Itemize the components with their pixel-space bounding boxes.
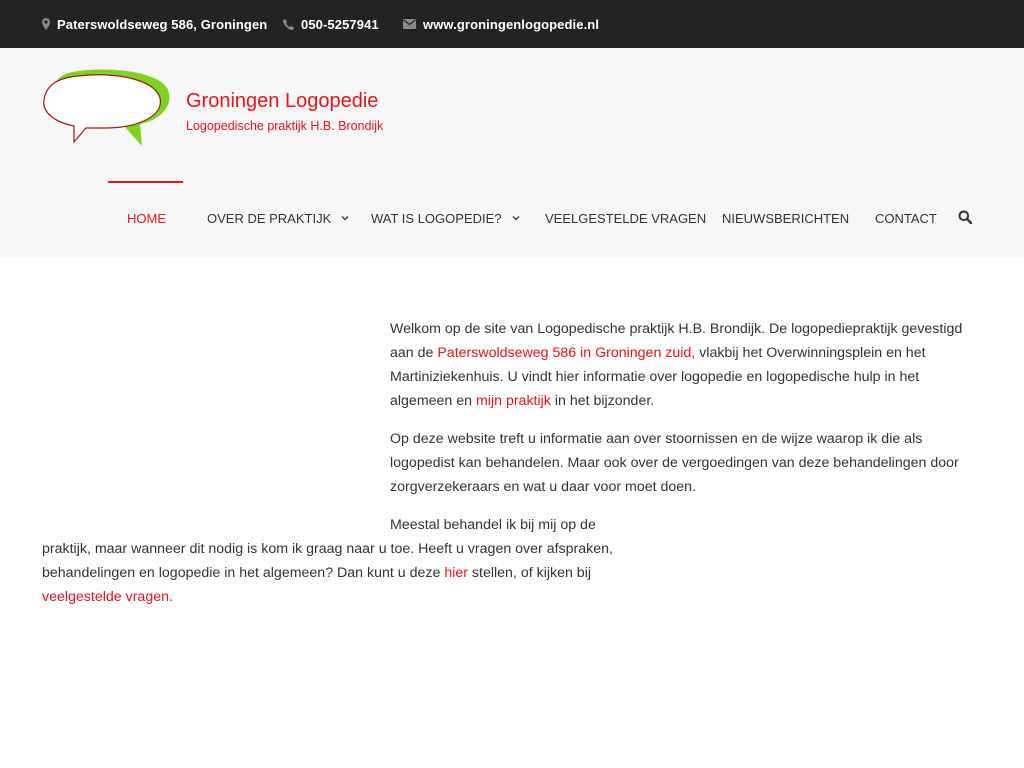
phone-icon <box>283 19 294 30</box>
chevron-down-icon <box>341 215 349 221</box>
hier-link[interactable]: hier <box>444 565 468 581</box>
nav-item-label: VEELGESTELDE VRAGEN <box>545 210 707 226</box>
nav-item-contact[interactable] <box>875 183 937 253</box>
nav-item-label: HOME <box>127 210 166 226</box>
map-marker-icon <box>42 18 50 30</box>
nav-item-label: NIEUWSBERICHTEN <box>722 210 850 226</box>
chevron-down-icon <box>512 215 520 221</box>
nav-item-nieuwsberichten[interactable] <box>722 183 849 253</box>
top-bar <box>0 0 1024 48</box>
search-icon[interactable] <box>958 210 974 226</box>
nav-item-label: OVER DE PRAKTIJK <box>207 210 332 226</box>
topbar-phone-text[interactable]: 050-5257941 <box>301 16 379 32</box>
veelgestelde-vragen-link[interactable]: veelgestelde vragen. <box>42 589 173 605</box>
treatment-paragraph <box>42 513 632 609</box>
treatment-text-2: stellen, of kijken bij <box>467 565 592 581</box>
nav-item-label: CONTACT <box>875 210 937 226</box>
nav-item-home[interactable] <box>127 183 166 253</box>
speech-bubble-logo[interactable] <box>42 68 174 150</box>
envelope-icon <box>403 19 416 29</box>
nav-item-veelgestelde-vragen[interactable] <box>545 183 706 253</box>
website-info-paragraph: Op deze website treft u informatie aan over stoornissen en de wijze waarop ik die als logopedist kan behandelen. Maar ook over de vergoedingen van deze behandelingen door zorgverzekeraars en wat u daar voor moet doen. <box>390 431 959 495</box>
site-header <box>0 48 1024 257</box>
treatment-text-1: Meestal behandel ik bij mij op de praktijk, maar wanneer dit nodig is kom ik graag naar u toe. Heeft u vragen over afspraken, behandelingen en logopedie in het algemeen? Dan kunt u deze <box>42 517 613 581</box>
address-link[interactable]: Paterswoldseweg 586 in Groningen zuid, <box>437 345 696 361</box>
nav-item-wat-is-logopedie[interactable] <box>371 183 520 253</box>
nav-item-label: WAT IS LOGOPEDIE? <box>371 210 502 226</box>
nav-item-over-de-praktijk[interactable] <box>207 183 349 253</box>
topbar-address <box>42 0 267 48</box>
mijn-praktijk-link[interactable]: mijn praktijk <box>475 393 551 409</box>
intro-text-3: in het bijzonder. <box>550 393 655 409</box>
topbar-address-text: Paterswoldseweg 586, Groningen <box>57 16 268 32</box>
intro-text-2: vlakbij het Overwinningsplein en het Martiniziekenhuis. U vindt hier informatie over logopedie en logopedische hulp in het algemeen en <box>390 345 926 409</box>
topbar-website-text[interactable]: www.groningenlogopedie.nl <box>423 16 600 32</box>
intro-paragraph <box>390 317 985 413</box>
site-title[interactable]: Groningen Logopedie <box>186 90 379 112</box>
site-tagline: Logopedische praktijk H.B. Brondijk <box>186 119 384 133</box>
topbar-phone[interactable] <box>283 0 379 48</box>
topbar-website[interactable] <box>403 0 599 48</box>
intro-text-1: Welkom op de site van Logopedische praktijk H.B. Brondijk. De logopediepraktijk gevestigd aan de <box>390 321 963 361</box>
